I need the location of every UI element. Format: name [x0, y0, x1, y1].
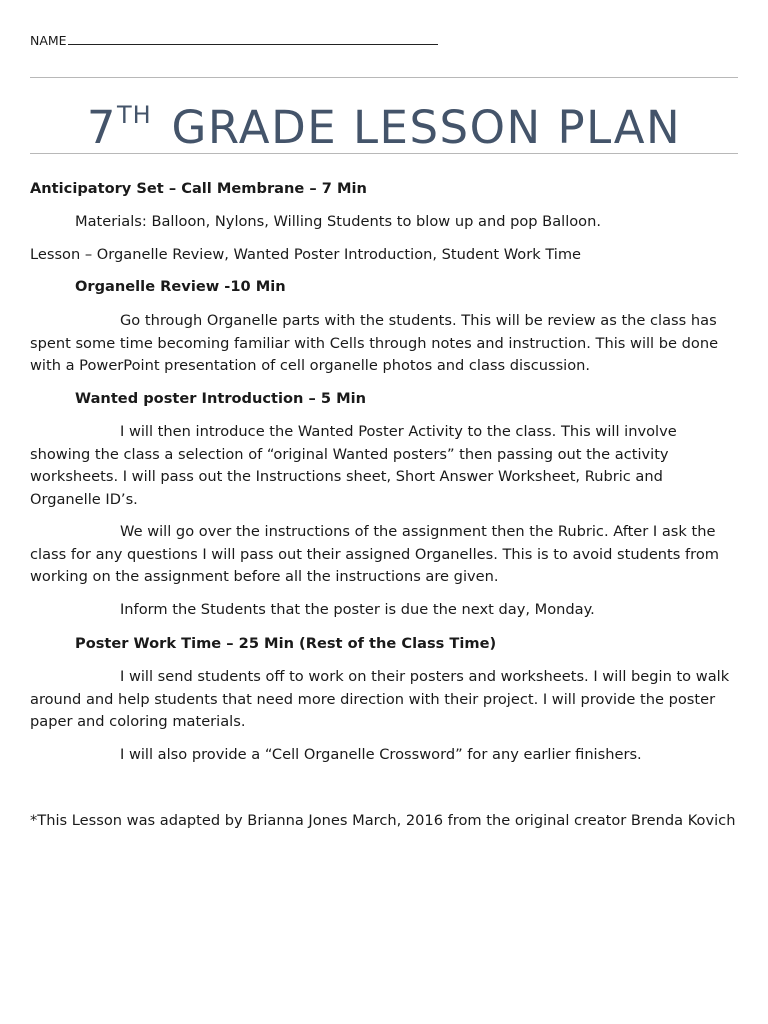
anticipatory-set-heading: Anticipatory Set – Call Membrane – 7 Min — [30, 180, 367, 197]
lesson-line: Lesson – Organelle Review, Wanted Poster Introduction, Student Work Time — [30, 246, 582, 263]
name-blank-line — [68, 31, 438, 45]
name-field — [30, 31, 438, 48]
title-bottom-rule — [30, 153, 738, 154]
poster-work-paragraph-1: I will send students off to work on their posters and worksheets. I will begin to walk around and help students that need more direction with their project. I will provide the poster paper and coloring materials. — [30, 668, 730, 731]
title-text: GRADE LESSON PLAN — [155, 101, 682, 154]
wanted-poster-paragraph-1: I will then introduce the Wanted Poster Activity to the class. This will involve showing the class a selection of “original Wanted posters” then passing out the activity worksheets. I will pass out the Instructions sheet, Short Answer Worksheet, Rubric and Organelle ID’s. — [30, 423, 677, 508]
title-superscript: TH — [116, 101, 152, 129]
organelle-review-heading: Organelle Review -10 Min — [75, 278, 286, 295]
title-number: 7 — [86, 101, 117, 154]
title-top-rule — [30, 77, 738, 78]
footnote: *This Lesson was adapted by Brianna Jones March, 2016 from the original creator Brenda Kovich — [30, 812, 736, 829]
organelle-review-paragraph: Go through Organelle parts with the students. This will be review as the class has spent some time becoming familiar with Cells through notes and instruction. This will be done with a PowerPoint presentation of cell organelle photos and class discussion. — [30, 312, 719, 375]
wanted-poster-heading: Wanted poster Introduction – 5 Min — [75, 390, 367, 407]
page-title — [30, 84, 738, 159]
wanted-poster-paragraph-2: We will go over the instructions of the assignment then the Rubric. After I ask the class for any questions I will pass out their assigned Organelles. This is to avoid students from working on the assignment before all the instructions are given. — [30, 523, 719, 586]
name-label: NAME — [30, 33, 67, 48]
wanted-poster-paragraph-3: Inform the Students that the poster is due the next day, Monday. — [120, 601, 595, 618]
materials-line: Materials: Balloon, Nylons, Willing Students to blow up and pop Balloon. — [75, 213, 601, 230]
poster-work-paragraph-2: I will also provide a “Cell Organelle Crossword” for any earlier finishers. — [120, 746, 642, 763]
poster-work-time-heading: Poster Work Time – 25 Min (Rest of the Class Time) — [75, 635, 497, 652]
